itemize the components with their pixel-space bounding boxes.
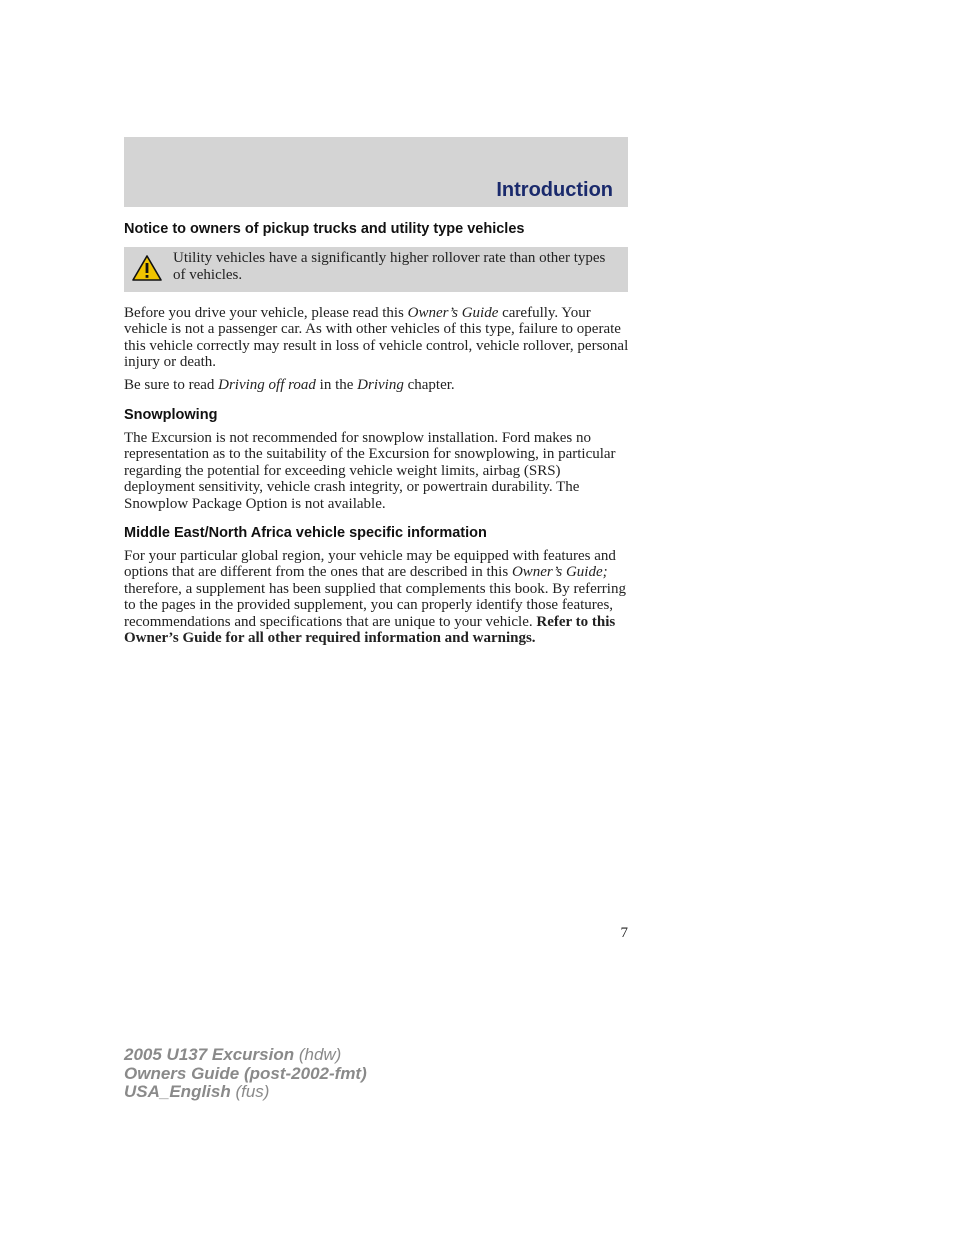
chapter-title: Introduction [496, 179, 613, 201]
page-number: 7 [620, 925, 628, 941]
footer-line-3: USA_English (fus) [124, 1082, 270, 1101]
snowplowing-heading: Snowplowing [124, 407, 218, 423]
notice-paragraph-2: Be sure to read Driving off road in the Driving chapter. [124, 377, 455, 393]
warning-box [124, 247, 628, 292]
footer-line-1: 2005 U137 Excursion (hdw) [124, 1045, 342, 1064]
chapter-header [124, 137, 628, 207]
snowplowing-paragraph: The Excursion is not recommended for snowplow installation. Ford makes no representation as to the suitability of the Excursion for snowplowing, in particular regarding the potential for exceeding vehicle weight limits, airbag (SRS) deployment sensitivity, vehicle crash integrity, or powertrain durability. The Snowplow Package Option is not available. [124, 430, 616, 512]
document-footer [124, 1046, 367, 1102]
warning-triangle-icon [131, 254, 163, 282]
warning-text: Utility vehicles have a significantly higher rollover rate than other types of vehicles. [173, 250, 606, 283]
mena-paragraph: For your particular global region, your vehicle may be equipped with features and options that are different from the ones that are described in this Owner’s Guide; therefore, a supplement has been supplied that complements this book. By referring to the pages in the provided supplement, you can properly identify those features, recommendations and specifications that are unique to your vehicle. Refer to this Owner’s Guide for all other required information and warnings. [124, 548, 626, 647]
notice-heading: Notice to owners of pickup trucks and utility type vehicles [124, 221, 525, 237]
notice-paragraph-1: Before you drive your vehicle, please read this Owner’s Guide carefully. Your vehicle is not a passenger car. As with other vehicles of this type, failure to operate this vehicle correctly may result in loss of vehicle control, vehicle rollover, personal injury or death. [124, 305, 629, 371]
footer-line-2: Owners Guide (post-2002-fmt) [124, 1063, 367, 1083]
mena-heading: Middle East/North Africa vehicle specific information [124, 525, 487, 541]
